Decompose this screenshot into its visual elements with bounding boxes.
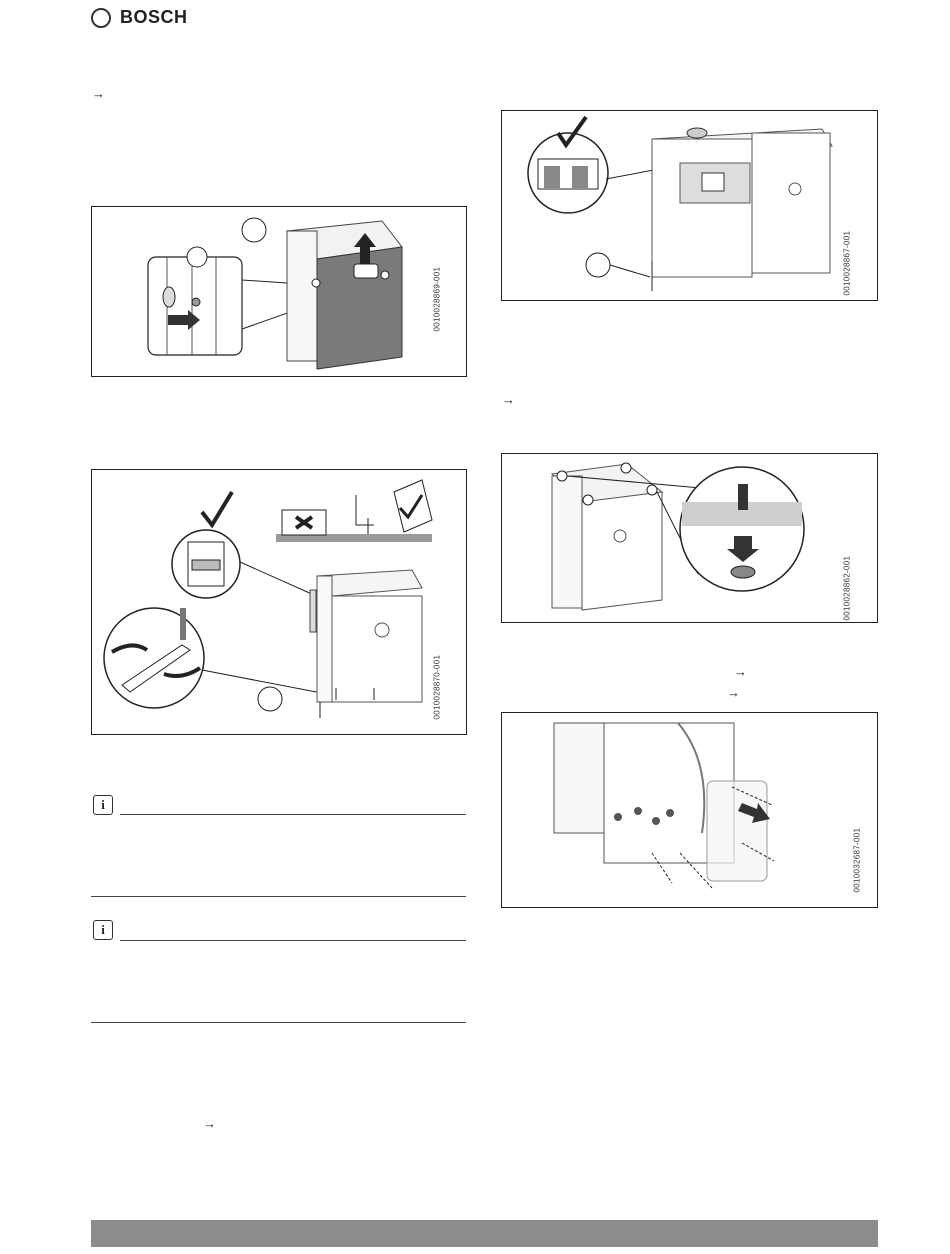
feet-caps-illustration (502, 454, 878, 623)
figure-code: 0010028870-001 (432, 654, 442, 720)
figure-feet-caps (501, 453, 878, 623)
figure-code: 0010028862-001 (842, 555, 852, 621)
figure-casing-check (501, 110, 878, 301)
note-bottom-rule (91, 1022, 466, 1023)
front-panel-illustration (92, 207, 467, 377)
note-top-rule (120, 814, 466, 815)
figure-code: 0010028869-001 (432, 266, 442, 332)
figure-rear-cover (501, 712, 878, 908)
figure-code: 0010032687-001 (852, 827, 862, 893)
figure-code: 0010028867-001 (842, 230, 852, 296)
figure-front-panel-removal (91, 206, 467, 377)
figure-levelling (91, 469, 467, 735)
step-arrow: → (734, 664, 747, 679)
note-top-rule (120, 940, 466, 941)
footer-bar (91, 1220, 878, 1247)
rear-cover-illustration (502, 713, 878, 908)
info-icon: i (93, 920, 113, 940)
levelling-illustration (92, 470, 467, 735)
casing-check-illustration (502, 111, 878, 301)
step-arrow: → (203, 1116, 216, 1131)
step-arrow: → (502, 392, 515, 407)
note-bottom-rule (91, 896, 466, 897)
brand-name: BOSCH (120, 7, 188, 27)
info-icon: i (93, 795, 113, 815)
bosch-logo-icon (91, 8, 111, 28)
step-arrow: → (92, 86, 105, 101)
step-arrow: → (727, 685, 740, 700)
